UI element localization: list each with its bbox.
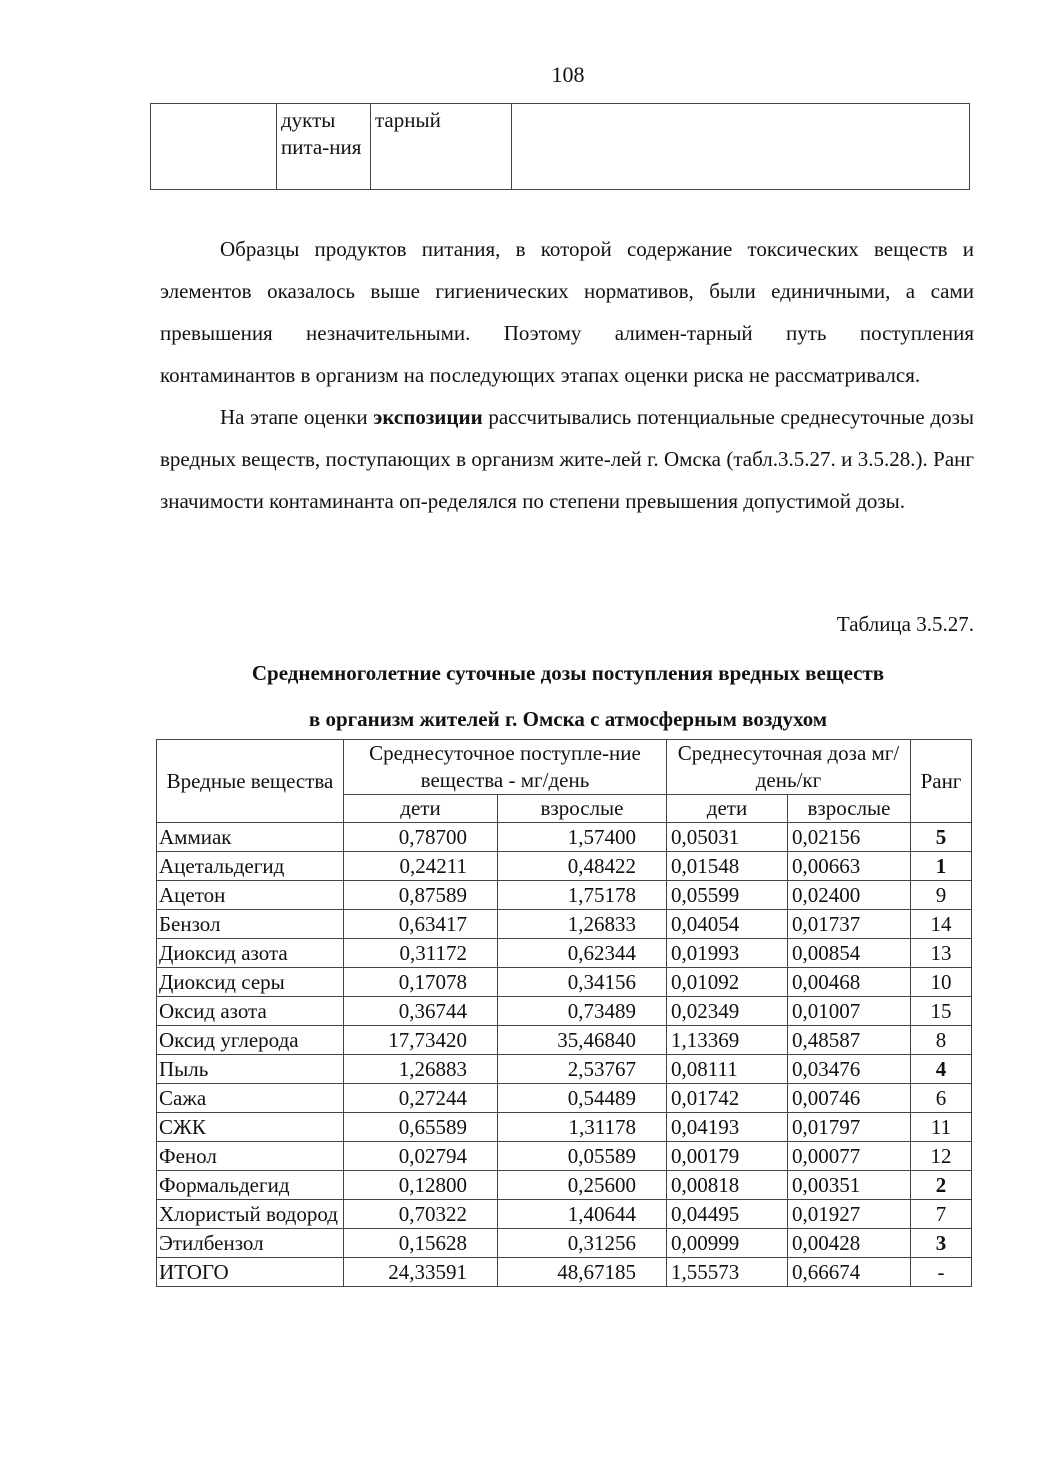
dose-children-cell: 0,04193 <box>667 1113 788 1142</box>
intake-adults-cell: 1,26833 <box>498 910 667 939</box>
table-row <box>157 1171 972 1200</box>
substance-cell: Бензол <box>157 910 344 939</box>
header-dose: Среднесуточная доза мг/день/кг <box>667 740 911 795</box>
dose-children-cell: 0,02349 <box>667 997 788 1026</box>
dose-adults-cell: 0,00468 <box>788 968 911 997</box>
data-table <box>156 739 972 1287</box>
dose-children-cell: 0,01742 <box>667 1084 788 1113</box>
header-substance: Вредные вещества <box>157 740 344 823</box>
table-caption: Таблица 3.5.27. <box>836 612 974 636</box>
table-cell <box>512 104 970 190</box>
rank-cell: 9 <box>911 881 972 910</box>
substance-cell: Этилбензол <box>157 1229 344 1258</box>
table-row <box>157 852 972 881</box>
intake-adults-cell: 0,73489 <box>498 997 667 1026</box>
intake-adults-cell: 35,46840 <box>498 1026 667 1055</box>
dose-children-cell: 0,01092 <box>667 968 788 997</box>
intake-children-cell: 0,02794 <box>344 1142 498 1171</box>
table-cell <box>151 104 277 190</box>
dose-adults-cell: 0,02400 <box>788 881 911 910</box>
intake-children-cell: 0,12800 <box>344 1171 498 1200</box>
table-row <box>151 104 970 190</box>
substance-cell: Диоксид азота <box>157 939 344 968</box>
intake-children-cell: 0,87589 <box>344 881 498 910</box>
continuation-table <box>150 103 970 190</box>
dose-children-cell: 0,01993 <box>667 939 788 968</box>
rank-cell: 11 <box>911 1113 972 1142</box>
intake-adults-cell: 0,31256 <box>498 1229 667 1258</box>
rank-cell: 12 <box>911 1142 972 1171</box>
substance-cell: ИТОГО <box>157 1258 344 1287</box>
dose-children-cell: 0,05031 <box>667 823 788 852</box>
rank-cell: 7 <box>911 1200 972 1229</box>
dose-adults-cell: 0,00351 <box>788 1171 911 1200</box>
intake-children-cell: 0,78700 <box>344 823 498 852</box>
substance-cell: Пыль <box>157 1055 344 1084</box>
intake-children-cell: 17,73420 <box>344 1026 498 1055</box>
table-row <box>157 881 972 910</box>
substance-cell: Хлористый водород <box>157 1200 344 1229</box>
dose-adults-cell: 0,66674 <box>788 1258 911 1287</box>
table-body <box>157 823 972 1287</box>
intake-adults-cell: 0,48422 <box>498 852 667 881</box>
table-title <box>150 650 986 742</box>
table-row <box>157 1200 972 1229</box>
intake-adults-cell: 0,05589 <box>498 1142 667 1171</box>
table-row <box>157 997 972 1026</box>
dose-adults-cell: 0,00428 <box>788 1229 911 1258</box>
dose-adults-cell: 0,01007 <box>788 997 911 1026</box>
table-row <box>157 1084 972 1113</box>
page-number: 108 <box>551 62 585 87</box>
dose-children-cell: 0,04054 <box>667 910 788 939</box>
header-intake-adults: взрослые <box>498 795 667 823</box>
intake-children-cell: 0,17078 <box>344 968 498 997</box>
table-row <box>157 823 972 852</box>
dose-adults-cell: 0,00663 <box>788 852 911 881</box>
rank-cell: 2 <box>911 1171 972 1200</box>
table-row <box>157 1026 972 1055</box>
substance-cell: Диоксид серы <box>157 968 344 997</box>
intake-adults-cell: 2,53767 <box>498 1055 667 1084</box>
table-row <box>157 1055 972 1084</box>
intake-adults-cell: 0,62344 <box>498 939 667 968</box>
intake-children-cell: 0,36744 <box>344 997 498 1026</box>
dose-adults-cell: 0,02156 <box>788 823 911 852</box>
intake-adults-cell: 48,67185 <box>498 1258 667 1287</box>
rank-cell: 1 <box>911 852 972 881</box>
table-row <box>157 1229 972 1258</box>
intake-children-cell: 0,65589 <box>344 1113 498 1142</box>
intake-adults-cell: 1,57400 <box>498 823 667 852</box>
rank-cell: 15 <box>911 997 972 1026</box>
dose-adults-cell: 0,48587 <box>788 1026 911 1055</box>
dose-children-cell: 0,05599 <box>667 881 788 910</box>
rank-cell: 3 <box>911 1229 972 1258</box>
table-row <box>157 1113 972 1142</box>
dose-adults-cell: 0,00077 <box>788 1142 911 1171</box>
paragraph <box>160 396 974 522</box>
substance-cell: Оксид углерода <box>157 1026 344 1055</box>
intake-children-cell: 0,31172 <box>344 939 498 968</box>
table-row <box>157 968 972 997</box>
table-cell: дукты пита-ния <box>277 104 371 190</box>
rank-cell: 8 <box>911 1026 972 1055</box>
dose-adults-cell: 0,00746 <box>788 1084 911 1113</box>
substance-cell: Сажа <box>157 1084 344 1113</box>
dose-children-cell: 1,55573 <box>667 1258 788 1287</box>
dose-children-cell: 1,13369 <box>667 1026 788 1055</box>
paragraph-text: На этапе оценки <box>220 405 374 429</box>
substance-cell: СЖК <box>157 1113 344 1142</box>
intake-children-cell: 1,26883 <box>344 1055 498 1084</box>
body-text <box>160 228 974 522</box>
dose-adults-cell: 0,01797 <box>788 1113 911 1142</box>
dose-children-cell: 0,08111 <box>667 1055 788 1084</box>
intake-children-cell: 0,15628 <box>344 1229 498 1258</box>
paragraph: Образцы продуктов питания, в которой содержание токсических веществ и элементов оказалось выше гигиенических нормативов, были единичными, а сами превышения незначительными. Поэтому алимен-тарный путь поступления контаминантов в организм на последующих этапах оценки риска не рассматривался. <box>160 237 974 387</box>
substance-cell: Ацетальдегид <box>157 852 344 881</box>
substance-cell: Ацетон <box>157 881 344 910</box>
rank-cell: 14 <box>911 910 972 939</box>
table-row <box>157 1258 972 1287</box>
rank-cell: 6 <box>911 1084 972 1113</box>
header-intake-children: дети <box>344 795 498 823</box>
intake-children-cell: 0,24211 <box>344 852 498 881</box>
rank-cell: 10 <box>911 968 972 997</box>
header-rank: Ранг <box>911 740 972 823</box>
table-row <box>157 939 972 968</box>
dose-children-cell: 0,00999 <box>667 1229 788 1258</box>
intake-children-cell: 0,63417 <box>344 910 498 939</box>
table-row <box>157 910 972 939</box>
rank-cell: 5 <box>911 823 972 852</box>
header-dose-adults: взрослые <box>788 795 911 823</box>
dose-children-cell: 0,01548 <box>667 852 788 881</box>
header-dose-children: дети <box>667 795 788 823</box>
table-header-row <box>157 740 972 795</box>
substance-cell: Оксид азота <box>157 997 344 1026</box>
header-intake: Среднесуточное поступле-ние вещества - мг/день <box>344 740 667 795</box>
intake-adults-cell: 0,54489 <box>498 1084 667 1113</box>
substance-cell: Аммиак <box>157 823 344 852</box>
intake-adults-cell: 1,31178 <box>498 1113 667 1142</box>
table-title-line: в организм жителей г. Омска с атмосферным воздухом <box>308 707 828 731</box>
intake-children-cell: 0,27244 <box>344 1084 498 1113</box>
dose-children-cell: 0,00818 <box>667 1171 788 1200</box>
dose-children-cell: 0,04495 <box>667 1200 788 1229</box>
table-title-line: Среднемноголетние суточные дозы поступления вредных веществ <box>251 661 885 685</box>
dose-adults-cell: 0,01737 <box>788 910 911 939</box>
intake-children-cell: 24,33591 <box>344 1258 498 1287</box>
dose-adults-cell: 0,01927 <box>788 1200 911 1229</box>
rank-cell: - <box>911 1258 972 1287</box>
intake-adults-cell: 0,34156 <box>498 968 667 997</box>
paragraph-text: рассчитывались потенциальные среднесуточные дозы вредных веществ, поступающих в организм жите-лей г. Омска (табл.3.5.27. и 3.5.28.). Ранг значимости контаминанта оп-ределялся по степени превышения допустимой дозы. <box>160 405 974 513</box>
bold-term: экспозиции <box>373 405 483 429</box>
table-cell: тарный <box>371 104 512 190</box>
dose-children-cell: 0,00179 <box>667 1142 788 1171</box>
dose-adults-cell: 0,03476 <box>788 1055 911 1084</box>
substance-cell: Формальдегид <box>157 1171 344 1200</box>
rank-cell: 13 <box>911 939 972 968</box>
substance-cell: Фенол <box>157 1142 344 1171</box>
intake-children-cell: 0,70322 <box>344 1200 498 1229</box>
dose-adults-cell: 0,00854 <box>788 939 911 968</box>
rank-cell: 4 <box>911 1055 972 1084</box>
intake-adults-cell: 1,40644 <box>498 1200 667 1229</box>
intake-adults-cell: 1,75178 <box>498 881 667 910</box>
table-row <box>157 1142 972 1171</box>
intake-adults-cell: 0,25600 <box>498 1171 667 1200</box>
